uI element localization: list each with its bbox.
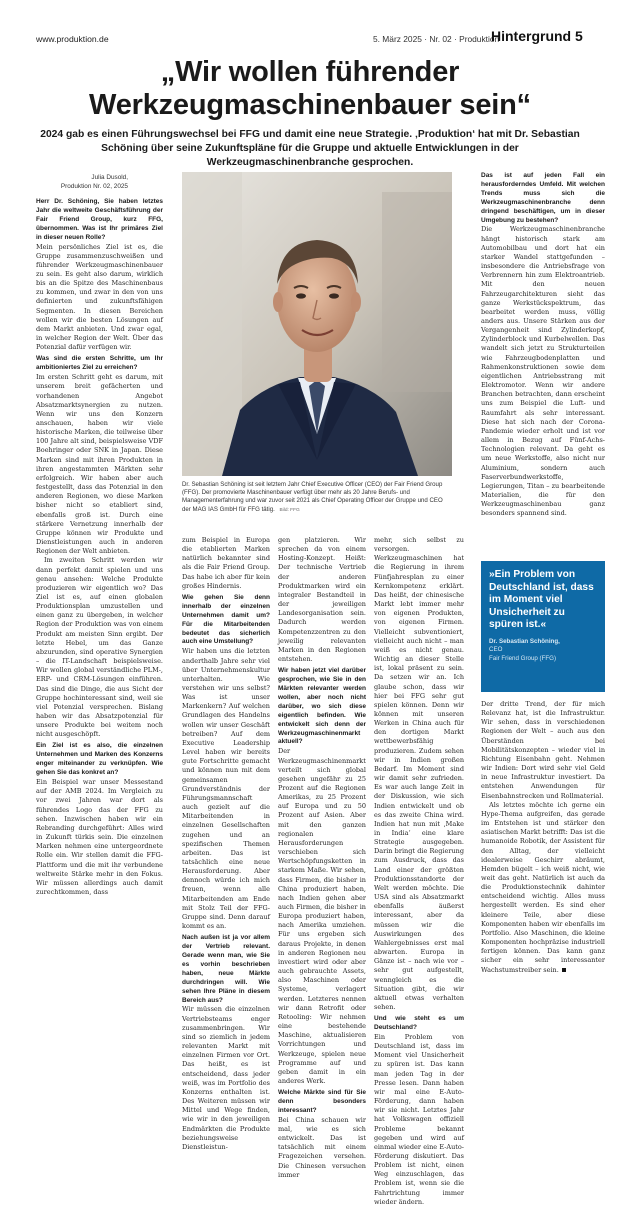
interview-question: Nach außen ist ja vor allem der Vertrieb relevant. Gerade wenn man, wie Sie es vorhin beschrieben haben, neue Märkte durchdringen will. Wie sehen Ihre Pläne in diesem Bereich aus? (182, 934, 270, 1004)
portrait-illustration (182, 172, 452, 476)
pull-quote (481, 561, 605, 692)
body-paragraph: Die Werkzeugmaschinenbranche hängt historisch stark am Automobilbau und dort hat ein starker Wandel stattgefunden – insbesondere die Antriebsfrage von Verbrennern hin zum Elektroantrieb. Mit den neuen Fahrzeugarchitekturen sieht das ganze Werkstückspektrum, das bearbeitet werden muss, völlig anders aus. Unsere Stärken aus der Vergangenheit sind Zylinderkopf, Zylinderblock und Kurbelwellen. Das wandelt sich jetzt zu Strukturteilen wie Fahrzeugbodenplatten und Rahmenkonstruktionen sowie dem eigentlichen Antriebsstrang mit Elektromotor. Wenn wir andere Branchen betrachten, dann erscheint uns zum Beispiel die Luft- und Raumfahrt als sehr interessant. Diese hat sich nach der Corona-Pandemie wieder erholt und ist vor allem in Bezug auf Fünf-Achs-Technologien relevant. Da geht es um neue Werkstoffe, also nicht nur Aluminium, sondern auch Faserverbundwerkstoffe, Legierungen, Titan – zu bearbeitende Materialien, die für den Werkzeugmaschinenbau ganz besonders spannend sind. (481, 225, 605, 518)
portrait-photo (182, 172, 452, 476)
pull-quote-role: CEO (489, 646, 503, 654)
column-1 (36, 198, 163, 896)
column-2 (182, 536, 270, 1151)
issue-meta: 5. März 2025 · Nr. 02 · Produktion (373, 34, 500, 44)
interview-question: Das ist auf jeden Fall ein herausforderndes Umfeld. Mit welchen Trends muss sich die Werkzeugmaschinenbranche denn dringend beschäftigen, um in dieser Umgebung zu bestehen? (481, 172, 605, 224)
interview-question: Wir haben jetzt viel darüber gesprochen, wie Sie in den Märkten relevanter werden wollen, aber noch nicht darüber, wo sich diese eigentlich befinden. Wie entwickelt sich denn der Werkzeugmaschinenmarkt aktuell? (278, 667, 366, 746)
column-3 (278, 536, 366, 1179)
body-paragraph: Als letztes möchte ich gerne ein Hype-Thema aufgreifen, das gerade im Entstehen ist und stärker den asiatischen Markt betrifft: Das ist die humanoide Robotik, der Assistent für den Alltag, der vielleicht idealerweise Geschirr abräumt, Hemden bügelt – ich weiß nicht, wie weit das geht. Natürlich ist auch da die Produktionstechnik dahinter entscheidend wichtig. Alles muss hergestellt werden. Es sind eher kleinere Teile, aber diese Komponenten haben wir ebenfalls im Portfolio. Also Maschinen, die kleine Komponenten hochpräzise industriell fertigen können. Das kann ganz sicher ein sehr interessanter Wachstumstreiber sein. (481, 800, 605, 974)
body-paragraph: Mein persönliches Ziel ist es, die Gruppe zusammenzuschweißen und führender Werkzeugmaschinenbauer zu sein. Es geht also darum, wirklich bis an die Spitze des Maschinenbaus zu kommen, und zwar in den von uns definierten und zukunftsfähigen Segmenten. In diesen Bereichen wollen wir die besten Lösungen auf dem Markt anbieten. Und zwar egal, in welcher Region der Welt. Über das Potenzial dafür verfügen wir. (36, 242, 163, 352)
column-4 (374, 536, 464, 1206)
section-title: Hintergrund 5 (491, 28, 583, 44)
byline (36, 173, 128, 191)
interview-question: Ein Ziel ist es also, die einzelnen Unternehmen und Marken des Konzerns enger miteinander zu verknüpfen. Wie gehen Sie das konkret an? (36, 742, 163, 777)
interview-question: Wie gehen Sie denn innerhalb der einzelnen Unternehmen damit um? Für die Mitarbeitenden bedeutet das sicherlich auch eine Umstellung? (182, 593, 270, 646)
pull-quote-name: Dr. Sebastian Schöning, (489, 637, 560, 645)
body-paragraph: mehr, sich selbst zu versorgen. Werkzeugmaschinen hat die Regierung in ihrem Fünfjahresplan zu einer Kernkompetenz erklärt. Das heißt, der chinesische Markt lebt immer mehr von eigenen Produkten, von eigenen Firmen. Vielleicht subventioniert, vielleicht auch nicht – man weiß es nicht genau. Wichtig an dieser Stelle ist, lokal präsent zu sein. Da setzen wir an. Ich glaube schon, dass wir hier bei FFG sehr gut spielen können. Denn wir können mit unseren Werken in China auch für den dortigen Markt wettbewerbsfähig produzieren. Zudem sehen wir in Indien großen Bedarf. Im Moment sind wir damit sehr zufrieden. Es war auch lange Zeit in der Diskussion, wie sich Indien entwickelt und ob es das zweite China wird. Indien hat nun mit ‚Make in India‘ eine klare Strategie ausgegeben. Darin bringt die Regierung zum Ausdruck, dass das Land einer der größten Produktionsstandorte der Welt werden möchte. Die USA sind als Absatzmarkt ebenfalls äußerst interessant, aber da müssen wir die Auswirkungen des Wahlergebnisses erst mal abwarten. Europa in Gänze ist – nach wie vor – sehr gut aufgestellt, wenngleich es die Situation gibt, die wir aktuell etwas verhalten sehen. (374, 536, 464, 1011)
body-paragraph: zum Beispiel in Europa die etablierten Marken natürlich bekannter sind als die Fair Friend Group. Das habe ich aber für kein großes Hindernis. (182, 536, 270, 590)
column-5-top (481, 172, 605, 554)
article-title: „Wir wollen führender Werkzeugmaschinenbauer sein“ (89, 56, 531, 121)
body-paragraph: Im ersten Schritt geht es darum, mit unserem breit gefächerten und vorhandenen Angebot Absatzmarktsynergien zu nutzen. Wenn wir uns den Konzern anschauen, haben wir viele historische Marken, die teilweise über 100 Jahre alt sind, beispielsweise VDF Boehringer oder SNK in Japan. Diese Marken sind mit ihren Produkten in ihren angestammten Märkten sehr erfolgreich. Wir haben aber auch festgestellt, dass das Potenzial in den anderen Regionen, wo diese Marken bisher nicht so etabliert sind, ebenfalls groß ist. Durch eine stärkere Vernetzung innerhalb der Gruppe können wir Produkte und Dienstleistungen auch in anderen Regionen der Welt anbieten. (36, 373, 163, 556)
byline-publication: Produktion Nr. 02, 2025 (60, 183, 128, 190)
body-paragraph: Ein Beispiel war unser Messestand auf der AMB 2024. Im Vergleich zu vor zwei Jahren war dort als führendes Logo das der FFG zu sehen. Inzwischen haben wir ein Rebranding durchgeführt: Alles wird in Zukunft türkis sein. Die einzelnen Marken nehmen eine untergeordnete Rolle ein. Wir stellen damit die FFG-Plattform und die mit ihr verbundene weltweite Stärke mehr in den Fokus. Wir müssen allerdings auch damit zurechtkommen, dass (36, 778, 163, 896)
article-lead: 2024 gab es einen Führungswechsel bei FFG und damit eine neue Strategie. ‚Produktion‘ hat mit Dr. Sebastian Schöning über seine Zukunftspläne für die Gruppe und aktuelle Entwicklungen in der Werkzeugmaschinenbranche gesprochen. (40, 129, 580, 168)
body-paragraph: Der dritte Trend, der für mich Relevanz hat, ist die Infrastruktur. Wir sehen, dass in verschiedenen Regionen der Welt – auch aus den Überständen bei Mobilitätskonzepten – wieder viel in Richtung Eisenbahn geht. Nehmen wir Indien: Dort wird sehr viel Geld in neue Infrastruktur investiert. Da entstehen Anwendungen für Eisenbahnstrecken und Rollmaterial. (481, 700, 605, 800)
byline-author: Julia Dusold, (91, 174, 128, 181)
caption-text: Dr. Sebastian Schöning ist seit letztem Jahr Chief Executive Officer (CEO) der Fair Friend Group (FFG). Der promovierte Maschinenbauer verfügt über mehr als 20 Jahre Berufs- und Managementerfahrung und war zuvor seit 2021 als Chief Operating Officer der Gruppe und CEO der MAG IAS GmbH für FFG tätig. (182, 481, 443, 513)
end-mark (562, 968, 566, 972)
pull-quote-org: Fair Friend Group (FFG) (489, 654, 557, 662)
column-5-bottom (481, 700, 605, 974)
body-paragraph: gen platzieren. Wir sprechen da von einem Hosting-Konzept. Heißt: Der technische Vertrieb der anderen Produktmarken wird ein integraler Bestandteil in der jeweiligen Landesorganisation sein. Dadurch werden Kompetenzzentren zu den jeweilig relevanten Marken in den Regionen entstehen. (278, 536, 366, 664)
site-url: www.produktion.de (36, 34, 109, 44)
interview-question: Und wie steht es um Deutschland? (374, 1015, 464, 1032)
photo-credit: Bild: FFG (279, 507, 300, 513)
pull-quote-text: »Ein Problem von Deutschland ist, dass im Moment viel Unsicherheit zu spüren ist.« (489, 569, 594, 631)
body-paragraph: Ein Problem von Deutschland ist, dass im Moment viel Unsicherheit zu spüren ist. Das kann man jeden Tag in der Presse lesen. Dann haben wir mal eine E-Auto-Förderung, dann haben wir sie nicht. Letztes Jahr hat Volkswagen offiziell Probleme bekannt gegeben und wird auf einmal wieder eine E-Auto-Förderung diskutiert. Das Problem ist nicht, einen Weg einzuschlagen, das Problem ist, wenn sie die Fahrtrichtung immer wieder ändern. (374, 1032, 464, 1206)
interview-question: Welche Märkte sind für Sie denn besonders interessant? (278, 1089, 366, 1114)
body-paragraph: Im zweiten Schritt werden wir dann perfekt damit spielen und uns genau ansehen: Welche Produkte produzieren wir eigentlich wo? Das Ziel ist es, auf einen globalen Produktionsplan umzustellen und einen ganz zu übergeben, in welcher Region der Produktion was von einem Produkt am meisten Sinn ergibt. Der letzte Hebel, um das Ganze abzurunden, sind operative Synergien – die IT-Landschaft beispielsweise. Wir wollen global verständliche PLM-, ERP- und CRM-Lösungen einführen. Das sind die Dinge, die aus Sicht der Gruppe hochinteressant sind, weil sie viel Potenzial versprechen. Bislang haben wir das Absatzpotenzial für unsere Produkte bei weitem noch nicht ausgeschöpft. (36, 556, 163, 739)
body-paragraph: Wir haben uns die letzten anderthalb Jahre sehr viel über Unternehmenskultur unterhalten. Wie verstehen wir uns selbst? Was ist unser Markenkern? Auf welchen Grundlagen des Handelns wollen wir unser Geschäft betreiben? Auf dem Executive Leadership Level haben wir bereits gute Fortschritte gemacht und können nun mit dem gemeinsamen Grundverständnis der Führungsmannschaft auch gezielt auf die Mitarbeitenden in einzelnen Gesellschaften zugehen und an spezifischen Themen arbeiten. Das ist tatsächlich eine neue Herausforderung. Aber dennoch würde ich mich freuen, wenn alle Mitarbeitenden am Ende mit Stolz Teil der FFG-Gruppe sind. Denn darauf kommt es an. (182, 647, 270, 931)
body-paragraph: Bei China schauen wir mal, wie es sich entwickelt. Das ist tatsächlich mit einem Fragezeichen versehen. Die Chinesen versuchen immer (278, 1115, 366, 1179)
body-paragraph: Der Werkzeugmaschinenmarkt verteilt sich global gesehen ungefähr zu 25 Prozent auf die Regionen Amerikas, zu 25 Prozent auf Europa und zu 50 Prozent auf Asien. Aber mit den ganzen regionalen Herausforderungen verschieben sich Wertschöpfungsketten in starkem Maße. Wir sehen, dass Firmen, die bisher in China produziert haben, nach Indien gehen aber auch Firmen, die bisher in Europa produziert haben, nach Amerika umziehen. Für uns ergeben sich daraus Projekte, in denen in anderen Regionen neu investiert wird oder aber auch gebrauchte Assets, also Maschinen oder Systeme, verlagert werden. Letzteres nennen wir dann Retrofit oder Retooling: Wir nehmen eine bestehende Maschine, aktualisieren Vorrichtungen und Werkzeuge, spielen neue Programme auf und geben damit in ein anderes Werk. (278, 747, 366, 1085)
body-paragraph: Wir müssen die einzelnen Vertriebsteams enger zusammenbringen. Wir sind so ziemlich in jedem relevanten Markt mit einzelnen Firmen vor Ort. Das heißt, es ist entscheidend, dass jeder weiß, was im Portfolio des Konzerns enthalten ist. Des Weiteren müssen wir Mittel und Wege finden, wie wir in den jeweiligen Endmärkten die Produkte beziehungsweise Dienstleistun- (182, 1005, 270, 1151)
interview-question: Herr Dr. Schöning, Sie haben letztes Jahr die weltweite Geschäftsführung der Fair Friend Group, kurz FFG, übernommen. Was ist Ihr primäres Ziel in dieser neuen Rolle? (36, 198, 163, 241)
interview-question: Was sind die ersten Schritte, um Ihr ambitioniertes Ziel zu erreichen? (36, 355, 163, 372)
photo-caption (182, 481, 450, 515)
